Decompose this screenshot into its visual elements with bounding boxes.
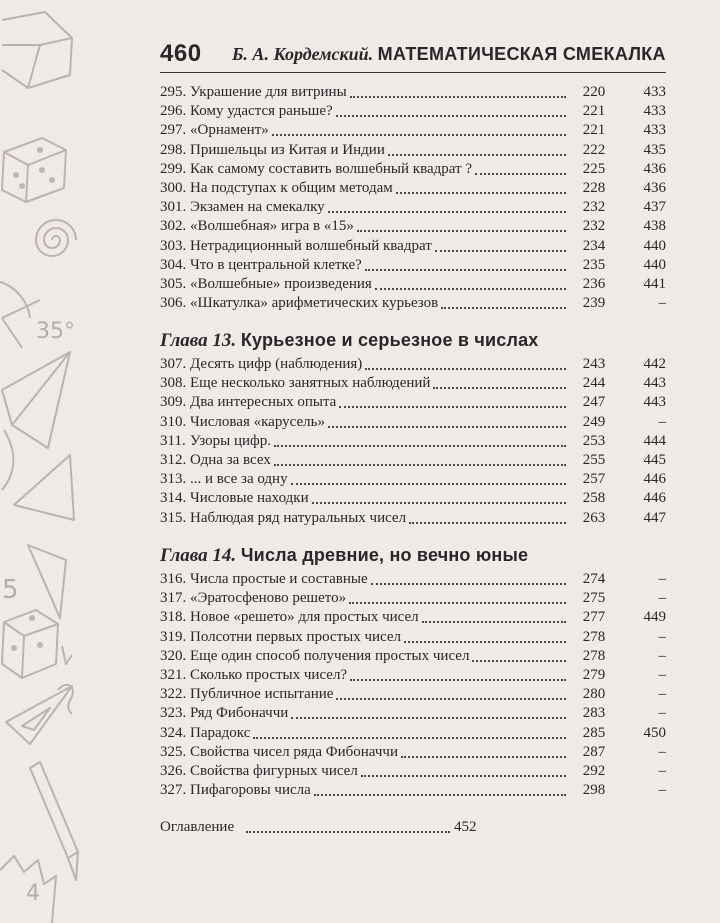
entry-title: «Волшебная» игра в «15» xyxy=(190,218,354,235)
entry-page: 287 xyxy=(582,743,606,760)
toc-entry[interactable] xyxy=(160,628,666,647)
entry-number: 322. xyxy=(160,686,187,703)
entry-title: Украшение для витрины xyxy=(190,84,347,100)
pencil-drawing xyxy=(30,762,78,880)
entry-number: 311. xyxy=(160,432,186,449)
margin-doodles xyxy=(0,0,150,923)
toc-entry[interactable] xyxy=(160,762,666,781)
entry-answer-page: – xyxy=(658,628,666,645)
entry-number: 327. xyxy=(160,782,187,799)
dot-leader xyxy=(314,794,566,796)
entry-page: 232 xyxy=(582,218,606,235)
dot-leader xyxy=(365,269,566,271)
entry-answer-page: – xyxy=(658,667,666,683)
entry-title: Кому удастся раньше? xyxy=(190,103,333,120)
dot-leader xyxy=(475,173,566,175)
dot-leader xyxy=(409,522,566,524)
dot-leader xyxy=(350,679,566,681)
entry-number: 300. xyxy=(160,180,187,196)
dot-leader xyxy=(435,250,566,252)
toc-entry[interactable] xyxy=(160,743,666,762)
dot-leader xyxy=(404,641,566,643)
entry-title: Свойства чисел ряда Фибоначчи xyxy=(190,743,398,760)
toc-entry[interactable] xyxy=(160,198,666,217)
entry-answer-page: 433 xyxy=(643,84,666,100)
entry-number: 306. xyxy=(160,295,187,312)
entry-answer-page: 449 xyxy=(643,609,666,626)
toc-entry[interactable] xyxy=(160,589,666,608)
wireframe-pyramid-drawing xyxy=(2,352,70,448)
entry-number: 297. xyxy=(160,122,187,139)
book-title: МАТЕМАТИЧЕСКАЯ СМЕКАЛКА xyxy=(377,44,666,64)
toc-entry[interactable] xyxy=(160,393,666,412)
dot-leader xyxy=(328,211,566,213)
dot-leader xyxy=(312,502,566,504)
entry-page: 283 xyxy=(582,705,606,722)
entry-number: 313. xyxy=(160,471,187,488)
entry-answer-page: – xyxy=(658,782,666,799)
dot-leader xyxy=(328,426,566,428)
entry-number: 308. xyxy=(160,375,187,392)
entry-title: Числа простые и составные xyxy=(190,571,368,587)
dot-leader xyxy=(441,307,566,309)
entry-title: «Орнамент» xyxy=(190,122,269,139)
toc-entry[interactable] xyxy=(160,432,666,451)
dot-leader xyxy=(336,698,566,700)
entry-page: 278 xyxy=(582,628,606,645)
entry-title: ... и все за одну xyxy=(190,471,288,488)
dot-leader xyxy=(349,602,566,604)
entry-title: Свойства фигурных чисел xyxy=(190,763,358,779)
running-header xyxy=(160,38,666,73)
entry-page: 228 xyxy=(582,180,606,196)
entry-number: 298. xyxy=(160,141,187,158)
entry-number: 325. xyxy=(160,743,187,760)
entry-page: 277 xyxy=(582,609,606,626)
dot-leader xyxy=(371,583,566,585)
triangle-drawing xyxy=(28,545,66,618)
entry-title: Пифагоровы числа xyxy=(190,782,311,799)
entry-answer-page: 443 xyxy=(643,394,666,411)
page-number: 460 xyxy=(160,40,202,67)
entry-title: Узоры цифр. xyxy=(190,432,271,449)
entry-title: Публичное испытание xyxy=(190,686,334,703)
toc-entry[interactable] xyxy=(160,160,666,179)
toc-entry[interactable] xyxy=(160,83,666,102)
angle-drawing xyxy=(2,300,75,348)
entry-page: 275 xyxy=(582,590,606,607)
toc-entry[interactable] xyxy=(160,179,666,198)
entry-title: «Эратосфеново решето» xyxy=(190,590,347,607)
chapter-14-heading xyxy=(160,545,528,567)
dot-leader xyxy=(472,660,566,662)
entry-page: 239 xyxy=(582,295,606,312)
entry-answer-page: 436 xyxy=(643,160,666,177)
toc-entry[interactable] xyxy=(160,647,666,666)
dot-leader xyxy=(401,756,566,758)
entry-answer-page: 450 xyxy=(643,724,666,741)
toc-entry-contents[interactable] xyxy=(160,818,500,837)
entry-number: 305. xyxy=(160,276,187,292)
entry-number: 296. xyxy=(160,103,187,120)
entry-number: 319. xyxy=(160,628,187,645)
toc-entry[interactable] xyxy=(160,489,666,508)
running-title xyxy=(232,44,666,65)
entry-answer-page: 433 xyxy=(643,122,666,139)
toc-entry[interactable] xyxy=(160,685,666,704)
entry-title: Сколько простых чисел? xyxy=(190,667,348,683)
toc-entry[interactable] xyxy=(160,724,666,743)
entry-page: 232 xyxy=(582,199,606,216)
dot-leader xyxy=(339,406,566,408)
spiral-drawing xyxy=(36,220,76,256)
dot-leader xyxy=(361,775,566,777)
dot-leader xyxy=(274,445,566,447)
entry-answer-page: – xyxy=(658,647,666,664)
entry-answer-page: 440 xyxy=(643,256,666,273)
toc-entry[interactable] xyxy=(160,470,666,489)
chapter-title: Числа древние, но вечно юные xyxy=(240,545,529,565)
dot-leader xyxy=(274,464,566,466)
toc-entry[interactable] xyxy=(160,704,666,723)
entry-answer-page: – xyxy=(658,743,666,760)
toc-entry[interactable] xyxy=(160,217,666,236)
entry-answer-page: – xyxy=(658,413,666,430)
entry-page: 280 xyxy=(582,686,606,703)
entry-page: 298 xyxy=(582,782,606,799)
entry-title: Парадокс xyxy=(190,724,251,741)
entry-page: 234 xyxy=(582,237,606,254)
entry-page: 257 xyxy=(582,471,606,488)
toc-entry[interactable] xyxy=(160,781,666,800)
toc-entry[interactable] xyxy=(160,294,666,313)
entry-answer-page: 440 xyxy=(643,237,666,254)
chapter-label: Глава 14. xyxy=(160,545,237,566)
entry-number: 309. xyxy=(160,394,187,411)
entry-number: 320. xyxy=(160,647,187,664)
entry-page: 235 xyxy=(582,256,606,273)
toc-entry[interactable] xyxy=(160,237,666,256)
entry-number: 312. xyxy=(160,452,187,468)
chapter-title: Курьезное и серьезное в числах xyxy=(240,330,539,350)
dot-leader xyxy=(422,621,566,623)
entry-answer-page: 435 xyxy=(643,141,666,158)
dot-leader xyxy=(272,134,566,136)
entry-answer-page: – xyxy=(658,763,666,779)
dot-leader xyxy=(246,831,450,833)
set-square-drawing xyxy=(6,686,72,744)
dot-leader xyxy=(396,192,566,194)
entry-page: 263 xyxy=(582,509,606,526)
entry-title: «Волшебные» произведения xyxy=(190,276,372,292)
entry-title: Числовая «карусель» xyxy=(190,413,325,430)
entry-answer-page: 446 xyxy=(643,471,666,488)
entry-title: Еще несколько занятных наблюдений xyxy=(190,375,431,392)
entry-title: Два интересных опыта xyxy=(190,394,337,411)
chapter-13-heading xyxy=(160,330,539,352)
entry-page: 221 xyxy=(582,122,606,139)
entry-number: 301. xyxy=(160,199,187,216)
entry-title: Числовые находки xyxy=(190,490,309,507)
entry-number: 299. xyxy=(160,160,187,177)
entry-page: 236 xyxy=(582,276,606,292)
entry-answer-page: – xyxy=(658,590,666,607)
toc-entry[interactable] xyxy=(160,570,666,589)
entry-answer-page: 447 xyxy=(643,509,666,526)
entry-number: 303. xyxy=(160,237,187,254)
entry-answer-page: – xyxy=(658,571,666,587)
entry-title: «Шкатулка» арифметических курьезов xyxy=(190,295,439,312)
chapter-label: Глава 13. xyxy=(160,330,237,351)
entry-number: 318. xyxy=(160,609,187,626)
contents-page: 452 xyxy=(454,819,477,835)
entry-number: 302. xyxy=(160,218,187,235)
entry-number: 315. xyxy=(160,509,187,526)
entry-number: 304. xyxy=(160,256,187,273)
entry-answer-page: 433 xyxy=(643,103,666,120)
toc-entry[interactable] xyxy=(160,275,666,294)
entry-answer-page: 438 xyxy=(643,218,666,235)
dot-leader xyxy=(365,368,566,370)
entry-title: Еще один способ получения простых чисел xyxy=(190,647,470,664)
entry-answer-page: – xyxy=(658,686,666,703)
entry-title: Десять цифр (наблюдения) xyxy=(190,356,363,372)
entry-page: 292 xyxy=(582,763,606,779)
entry-number: 314. xyxy=(160,490,187,507)
entry-answer-page: – xyxy=(658,705,666,722)
entry-number: 310. xyxy=(160,413,187,430)
entry-number: 295. xyxy=(160,84,187,100)
check-doodle xyxy=(62,646,72,664)
entry-title: Нетрадиционный волшебный квадрат xyxy=(190,237,432,254)
entry-page: 278 xyxy=(582,647,606,664)
entry-title: Новое «решето» для простых чисел xyxy=(190,609,419,626)
dot-leader xyxy=(357,230,566,232)
entry-answer-page: 441 xyxy=(643,276,666,292)
entry-page: 222 xyxy=(582,141,606,158)
entry-title: На подступах к общим методам xyxy=(190,180,393,196)
die-drawing-bottom xyxy=(2,610,58,678)
wireframe-cube-drawing xyxy=(2,12,72,88)
dot-leader xyxy=(433,387,566,389)
entry-answer-page: 445 xyxy=(643,452,666,468)
entry-number: 317. xyxy=(160,590,187,607)
dot-leader xyxy=(375,288,566,290)
angle-label: 35° xyxy=(36,319,75,344)
toc-entry[interactable] xyxy=(160,413,666,432)
entry-page: 285 xyxy=(582,724,606,741)
toc-entry[interactable] xyxy=(160,141,666,160)
digit-four-doodle: 4 xyxy=(26,881,40,906)
entry-number: 316. xyxy=(160,571,187,587)
entry-page: 243 xyxy=(582,356,606,372)
entry-title: Наблюдая ряд натуральных чисел xyxy=(190,509,407,526)
entry-title: Полсотни первых простых чисел xyxy=(190,628,402,645)
dot-leader xyxy=(253,737,566,739)
entry-number: 323. xyxy=(160,705,187,722)
entry-answer-page: – xyxy=(658,295,666,312)
entry-title: Как самому составить волшебный квадрат ? xyxy=(190,160,472,177)
entry-answer-page: 443 xyxy=(643,375,666,392)
dot-leader xyxy=(388,154,566,156)
toc-entry[interactable] xyxy=(160,355,666,374)
entry-number: 326. xyxy=(160,763,187,779)
die-drawing-top xyxy=(2,138,66,202)
entry-page: 225 xyxy=(582,160,606,177)
toc-entry[interactable] xyxy=(160,256,666,275)
toc-entry[interactable] xyxy=(160,374,666,393)
toc-entry[interactable] xyxy=(160,121,666,140)
entry-page: 244 xyxy=(582,375,606,392)
toc-entry[interactable] xyxy=(160,451,666,470)
entry-answer-page: 437 xyxy=(643,199,666,216)
digit-five-doodle: 5 xyxy=(2,575,19,605)
entry-title: Ряд Фибоначчи xyxy=(190,705,289,722)
toc-entry[interactable] xyxy=(160,666,666,685)
entry-page: 221 xyxy=(582,103,606,120)
entry-answer-page: 446 xyxy=(643,490,666,507)
entry-answer-page: 436 xyxy=(643,180,666,196)
entry-title: Что в центральной клетке? xyxy=(190,256,362,273)
entry-title: Экзамен на смекалку xyxy=(190,199,325,216)
entry-page: 279 xyxy=(582,667,606,683)
entry-page: 249 xyxy=(582,413,606,430)
entry-number: 321. xyxy=(160,667,187,683)
entry-page: 253 xyxy=(582,432,606,449)
dot-leader xyxy=(291,717,566,719)
entry-page: 220 xyxy=(582,84,606,100)
entry-page: 255 xyxy=(582,452,606,468)
entry-number: 324. xyxy=(160,724,187,741)
entry-page: 274 xyxy=(582,571,606,587)
entry-title: Одна за всех xyxy=(190,452,271,468)
entry-title: Пришельцы из Китая и Индии xyxy=(190,141,385,158)
author-name: Б. А. Кордемский. xyxy=(232,44,374,64)
entry-page: 247 xyxy=(582,394,606,411)
dot-leader xyxy=(350,96,566,98)
triangle-ruler-drawing xyxy=(2,430,74,520)
toc-entry[interactable] xyxy=(160,608,666,627)
entry-page: 258 xyxy=(582,490,606,507)
entry-answer-page: 444 xyxy=(643,432,666,449)
contents-title: Оглавление xyxy=(160,819,235,835)
dot-leader xyxy=(336,115,566,117)
entry-number: 307. xyxy=(160,356,187,372)
toc-entry[interactable] xyxy=(160,102,666,121)
toc-entry[interactable] xyxy=(160,509,666,528)
entry-answer-page: 442 xyxy=(643,356,666,372)
dot-leader xyxy=(291,483,566,485)
